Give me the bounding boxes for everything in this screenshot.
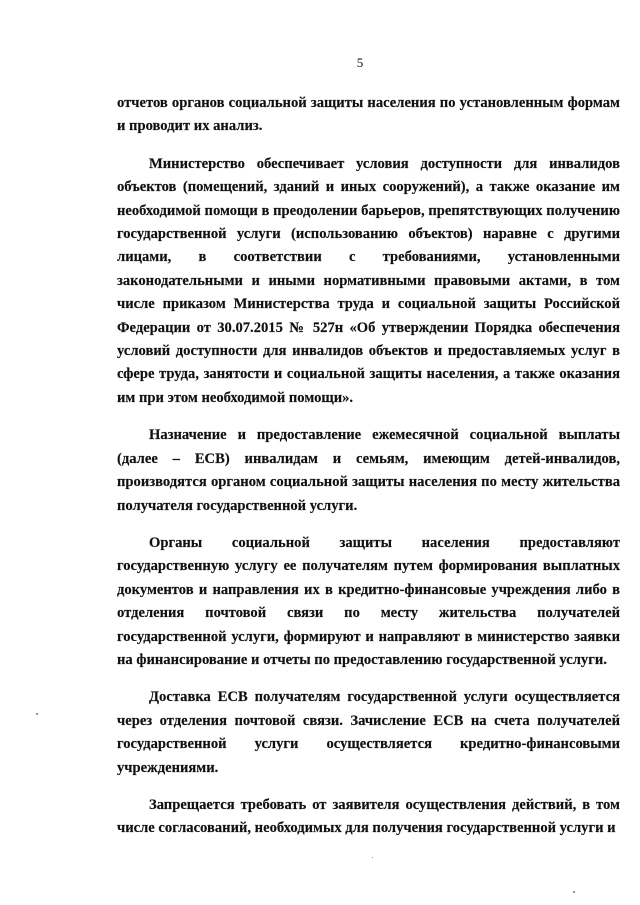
- paragraph-esv-delivery: Доставка ЕСВ получателям государственной услуги осуществляется через отделения почтовой связи. Зачисление ЕСВ на счета получателей государственной услуги осуществляется кредитно-финансовыми учреждениями.: [117, 689, 620, 776]
- scan-speck: [372, 857, 373, 858]
- paragraph-prohibition: Запрещается требовать от заявителя осуществления действий, в том числе согласований, необходимых для получения государственной услуги и: [117, 796, 620, 837]
- page-number: 5: [356, 55, 364, 70]
- scan-speck: [36, 713, 38, 715]
- paragraph-continuation: отчетов органов социальной защиты населения по установленным формам и проводит их анализ.: [117, 95, 620, 135]
- paragraph-accessibility: Министерство обеспечивает условия доступности для инвалидов объектов (помещений, зданий и иных сооружений), а также оказание им необходимой помощи в преодолении барьеров, препятствующих получению государственной услуги (использованию объектов) наравне с другими лицами, в соответствии с требованиями, установленными законодательными и иными нормативными правовыми актами, в том числе приказом Министерства труда и социальной защиты Российской Федерации от 30.07.2015 № 527н «Об утверждении Порядка обеспечения условий доступности для инвалидов объектов и предоставляемых услуг в сфере труда, занятости и социальной защиты населения, а также оказания им при этом необходимой помощи».: [117, 155, 620, 406]
- scan-speck: [573, 891, 575, 893]
- document-body: [117, 92, 620, 855]
- paragraph-esv-assignment: Назначение и предоставление ежемесячной социальной выплаты (далее – ЕСВ) инвалидам и семьям, имеющим детей-инвалидов, производятся органом социальной защиты населения по месту жительства получателя государственной услуги.: [117, 427, 620, 514]
- paragraph-social-protection-bodies: Органы социальной защиты населения предоставляют государственную услугу ее получателям путем формирования выплатных документов и направления их в кредитно-финансовые учреждения либо в отделения почтовой связи по месту жительства получателей государственной услуги, формируют и направляют в министерство заявки на финансирование и отчеты по предоставлению государственной услуги.: [117, 534, 620, 668]
